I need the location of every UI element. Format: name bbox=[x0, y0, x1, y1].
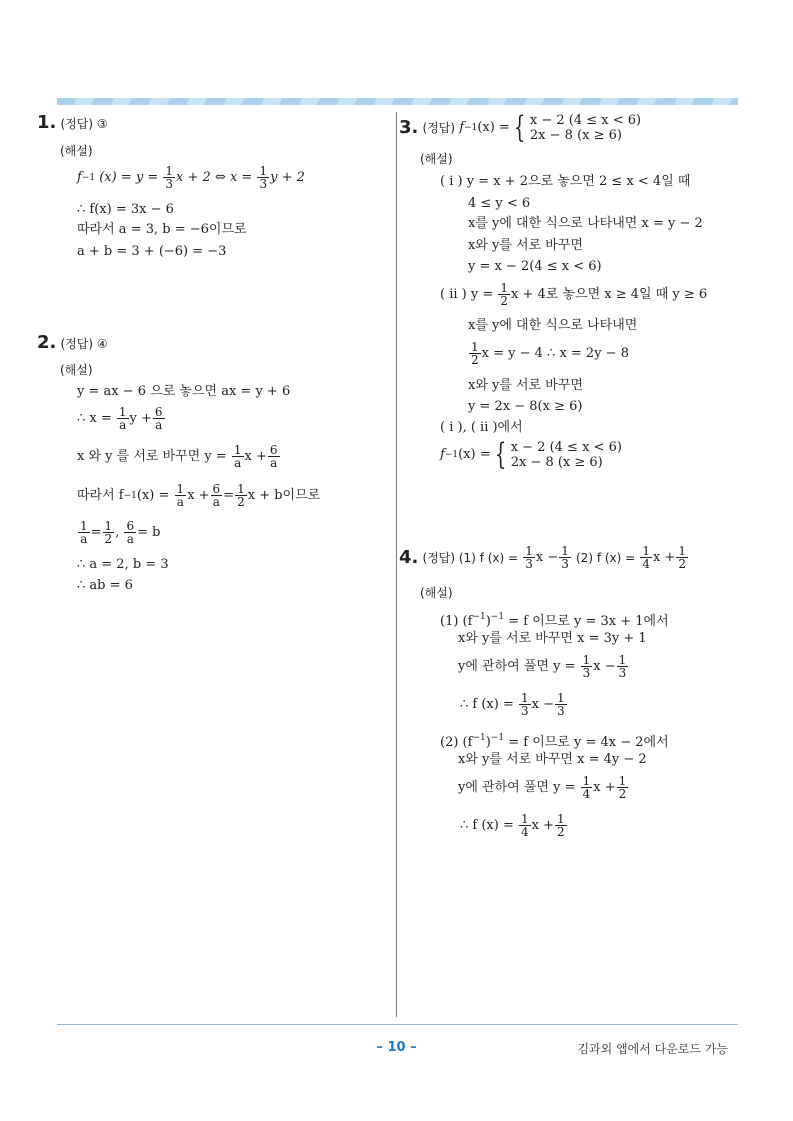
q3-ii2: x를 y에 대한 식으로 나타내면 bbox=[468, 318, 638, 333]
q4-number: 4. bbox=[399, 546, 419, 568]
q3-conclusion: ( i ), ( ii )에서 bbox=[440, 420, 523, 435]
q2-line4: 따라서 f −1 (x) = $\frac{1}{a}$ x + $\frac{6}{a}$ = $\frac{1}{2}$ x + b이므로 bbox=[77, 482, 321, 509]
q2-explain-label: (해설) bbox=[60, 363, 93, 377]
q4-q3: y에 관하여 풀면 y = $\frac{1}{4}$ x + $\frac{1}{2}$ bbox=[458, 774, 627, 801]
column-divider bbox=[396, 112, 397, 1017]
q1-answer: (정답) ③ bbox=[60, 117, 108, 131]
q2-answer: (정답) ④ bbox=[60, 337, 108, 351]
q4-p2: x와 y를 서로 바꾸면 x = 3y + 1 bbox=[458, 631, 647, 646]
q3-final: f −1 (x) = { x − 2 (4 ≤ x < 6) 2x − 8 (x ≥ 6) bbox=[440, 437, 622, 472]
q3-i4: x와 y를 서로 바꾸면 bbox=[468, 238, 583, 253]
q4-p1: (1) $(f^{-1})^{-1} = f$ 이므로 y = 3x + 1에서 bbox=[440, 612, 669, 629]
q4-q2: x와 y를 서로 바꾸면 x = 4y − 2 bbox=[458, 752, 647, 767]
q1-header bbox=[37, 112, 108, 133]
q2-line5: $\frac{1}{a}$ = $\frac{1}{2}$ , $\frac{6}{a}$ = b bbox=[80, 519, 161, 546]
q3-number: 3. bbox=[399, 117, 419, 138]
q3-ii5: y = 2x − 8(x ≥ 6) bbox=[468, 399, 583, 414]
q3-ii1: ( ii ) y = $\frac{1}{2}$ x + 4로 놓으면 x ≥ 4일 때 y ≥ 6 bbox=[440, 281, 708, 308]
page-number: – 10 – bbox=[376, 1040, 417, 1055]
q4-header: 4. (정답) (1) f (x) = $\frac{1}{3}$ x − $\frac{1}{3}$ (2) f (x) = $\frac{1}{4}$ x + $\frac{1}{2}$ bbox=[399, 544, 686, 571]
q3-i3: x를 y에 대한 식으로 나타내면 x = y − 2 bbox=[468, 216, 703, 231]
q3-i1: ( i ) y = x + 2으로 놓으면 2 ≤ x < 4일 때 bbox=[440, 174, 691, 189]
q3-ii3: $\frac{1}{2}$ x = y − 4 ∴ x = 2y − 8 bbox=[471, 340, 629, 367]
footer-divider bbox=[57, 1024, 738, 1025]
q3-ii4: x와 y를 서로 바꾸면 bbox=[468, 378, 583, 393]
q1-line3: 따라서 a = 3, b = −6이므로 bbox=[77, 222, 247, 237]
q3-i5: y = x − 2(4 ≤ x < 6) bbox=[468, 259, 602, 274]
q2-line3: x 와 y 를 서로 바꾸면 y = $\frac{1}{a}$ x + $\frac{6}{a}$ bbox=[77, 443, 278, 470]
q4-explain-label: (해설) bbox=[420, 586, 453, 600]
q2-line1: y = ax − 6 으로 놓으면 ax = y + 6 bbox=[77, 384, 291, 399]
q1-number: 1. bbox=[37, 112, 57, 133]
q2-line2: ∴ x = $\frac{1}{a}$ y + $\frac{6}{a}$ bbox=[77, 405, 163, 432]
q3-explain-label: (해설) bbox=[420, 152, 453, 166]
q1-explain-label: (해설) bbox=[60, 144, 93, 158]
q3-answer-label: (정답) bbox=[422, 121, 456, 135]
q2-line6: ∴ a = 2, b = 3 bbox=[77, 557, 169, 572]
q4-q4: ∴ f (x) = $\frac{1}{4}$ x + $\frac{1}{2}$ bbox=[460, 812, 565, 839]
q2-line7: ∴ ab = 6 bbox=[77, 578, 133, 593]
download-note: 김과외 앱에서 다운로드 가능 bbox=[577, 1042, 728, 1056]
q1-line1: f −1 (x) = y = $\frac{1}{3}$ x + 2 ⇔ x = $\frac{1}{3}$ y + 2 bbox=[77, 164, 305, 191]
q4-q1: (2) $(f^{-1})^{-1} = f$ 이므로 y = 4x − 2에서 bbox=[440, 733, 669, 750]
q4-p4: ∴ f (x) = $\frac{1}{3}$ x − $\frac{1}{3}$ bbox=[460, 691, 565, 718]
q2-header bbox=[37, 332, 108, 353]
q4-p3: y에 관하여 풀면 y = $\frac{1}{3}$ x − $\frac{1}{3}$ bbox=[458, 653, 627, 680]
q3-header: 3. (정답) f −1 (x) = { x − 2 (4 ≤ x < 6) 2x − 8 (x ≥ 6) bbox=[399, 110, 642, 145]
q3-i2: 4 ≤ y < 6 bbox=[468, 196, 531, 211]
header-stripe bbox=[57, 98, 738, 105]
q2-number: 2. bbox=[37, 332, 57, 353]
q1-line2: ∴ f(x) = 3x − 6 bbox=[77, 202, 174, 217]
q1-line4: a + b = 3 + (−6) = −3 bbox=[77, 244, 227, 259]
